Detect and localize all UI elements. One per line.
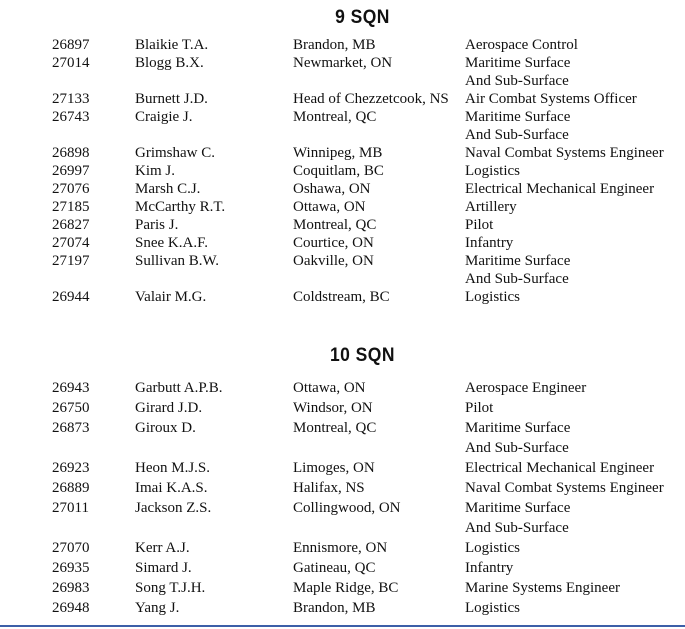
roster-row bbox=[0, 398, 685, 418]
roster-row bbox=[0, 252, 685, 288]
member-trade: Logistics bbox=[465, 540, 520, 556]
member-trade: Naval Combat Systems Engineer bbox=[465, 480, 664, 496]
member-name: Kerr A.J. bbox=[135, 540, 190, 556]
member-trade: Maritime Surface bbox=[465, 420, 571, 436]
member-hometown: Montreal, QC bbox=[293, 420, 377, 436]
member-name: Song T.J.H. bbox=[135, 580, 206, 596]
member-name: Craigie J. bbox=[135, 109, 193, 125]
roster-row bbox=[0, 458, 685, 478]
member-trade: Marine Systems Engineer bbox=[465, 580, 620, 596]
member-hometown: Coquitlam, BC bbox=[293, 163, 384, 179]
member-name: Blaikie T.A. bbox=[135, 37, 209, 53]
member-name: Simard J. bbox=[135, 560, 192, 576]
member-id: 26948 bbox=[52, 600, 90, 616]
member-id: 27133 bbox=[52, 91, 90, 107]
member-id: 27011 bbox=[52, 500, 89, 516]
roster-row bbox=[0, 54, 685, 90]
roster-row bbox=[0, 216, 685, 234]
member-trade: Naval Combat Systems Engineer bbox=[465, 145, 664, 161]
bottom-divider bbox=[0, 625, 685, 627]
roster-row bbox=[0, 378, 685, 398]
member-hometown: Ottawa, ON bbox=[293, 380, 366, 396]
member-trade: Aerospace Engineer bbox=[465, 380, 587, 396]
member-trade: Air Combat Systems Officer bbox=[465, 91, 637, 107]
member-name: Burnett J.D. bbox=[135, 91, 208, 107]
roster-list-9-sqn bbox=[0, 36, 685, 306]
member-name: Garbutt A.P.B. bbox=[135, 380, 223, 396]
member-hometown: Oakville, ON bbox=[293, 253, 374, 269]
member-id: 26935 bbox=[52, 560, 90, 576]
member-id: 27074 bbox=[52, 235, 90, 251]
member-id: 27070 bbox=[52, 540, 90, 556]
member-trade: Pilot bbox=[465, 400, 494, 416]
member-trade: And Sub-Surface bbox=[465, 440, 569, 456]
member-hometown: Maple Ridge, BC bbox=[293, 580, 399, 596]
member-name: Blogg B.X. bbox=[135, 55, 204, 71]
member-id: 27076 bbox=[52, 181, 90, 197]
member-trade: Electrical Mechanical Engineer bbox=[465, 460, 655, 476]
roster-row bbox=[0, 478, 685, 498]
member-id: 26983 bbox=[52, 580, 90, 596]
member-hometown: Windsor, ON bbox=[293, 400, 373, 416]
roster-list-10-sqn bbox=[0, 378, 685, 618]
roster-row bbox=[0, 234, 685, 252]
member-name: Marsh C.J. bbox=[135, 181, 201, 197]
member-trade: And Sub-Surface bbox=[465, 127, 569, 143]
member-trade: Logistics bbox=[465, 163, 520, 179]
member-trade: Electrical Mechanical Engineer bbox=[465, 181, 655, 197]
roster-row bbox=[0, 418, 685, 458]
member-id: 26889 bbox=[52, 480, 90, 496]
member-trade: And Sub-Surface bbox=[465, 271, 569, 287]
roster-row bbox=[0, 144, 685, 162]
member-hometown: Montreal, QC bbox=[293, 217, 377, 233]
member-hometown: Coldstream, BC bbox=[293, 289, 390, 305]
member-name: Imai K.A.S. bbox=[135, 480, 208, 496]
member-id: 26943 bbox=[52, 380, 90, 396]
member-id: 26743 bbox=[52, 109, 90, 125]
member-hometown: Brandon, MB bbox=[293, 37, 376, 53]
member-hometown: Head of Chezzetcook, NS bbox=[293, 91, 449, 107]
roster-row bbox=[0, 538, 685, 558]
member-trade: Logistics bbox=[465, 600, 520, 616]
member-trade: And Sub-Surface bbox=[465, 73, 569, 89]
member-trade: Infantry bbox=[465, 235, 514, 251]
member-id: 27197 bbox=[52, 253, 90, 269]
member-name: Heon M.J.S. bbox=[135, 460, 211, 476]
roster-row bbox=[0, 198, 685, 216]
member-hometown: Montreal, QC bbox=[293, 109, 377, 125]
member-hometown: Brandon, MB bbox=[293, 600, 376, 616]
member-id: 27014 bbox=[52, 55, 90, 71]
roster-row bbox=[0, 36, 685, 54]
member-hometown: Oshawa, ON bbox=[293, 181, 371, 197]
member-hometown: Ennismore, ON bbox=[293, 540, 388, 556]
member-name: Paris J. bbox=[135, 217, 179, 233]
member-id: 26897 bbox=[52, 37, 90, 53]
member-name: Jackson Z.S. bbox=[135, 500, 212, 516]
member-id: 26997 bbox=[52, 163, 90, 179]
roster-row bbox=[0, 162, 685, 180]
roster-row bbox=[0, 108, 685, 144]
roster-row bbox=[0, 180, 685, 198]
member-id: 26873 bbox=[52, 420, 90, 436]
member-hometown: Limoges, ON bbox=[293, 460, 375, 476]
member-name: Valair M.G. bbox=[135, 289, 207, 305]
member-id: 27185 bbox=[52, 199, 90, 215]
section-title-9-sqn: 9 SQN bbox=[335, 7, 390, 28]
member-name: McCarthy R.T. bbox=[135, 199, 226, 215]
member-name: Giroux D. bbox=[135, 420, 196, 436]
member-hometown: Halifax, NS bbox=[293, 480, 365, 496]
member-hometown: Ottawa, ON bbox=[293, 199, 366, 215]
roster-row bbox=[0, 90, 685, 108]
member-hometown: Winnipeg, MB bbox=[293, 145, 383, 161]
member-trade: Maritime Surface bbox=[465, 55, 571, 71]
member-name: Snee K.A.F. bbox=[135, 235, 208, 251]
roster-row bbox=[0, 598, 685, 618]
member-trade: Maritime Surface bbox=[465, 109, 571, 125]
roster-row bbox=[0, 558, 685, 578]
roster-row bbox=[0, 498, 685, 538]
member-name: Kim J. bbox=[135, 163, 176, 179]
member-id: 26898 bbox=[52, 145, 90, 161]
member-trade: Artillery bbox=[465, 199, 517, 215]
member-trade: Maritime Surface bbox=[465, 253, 571, 269]
member-hometown: Courtice, ON bbox=[293, 235, 374, 251]
member-hometown: Gatineau, QC bbox=[293, 560, 376, 576]
member-id: 26944 bbox=[52, 289, 90, 305]
member-id: 26750 bbox=[52, 400, 90, 416]
roster-row bbox=[0, 288, 685, 306]
member-trade: Maritime Surface bbox=[465, 500, 571, 516]
member-id: 26827 bbox=[52, 217, 90, 233]
member-name: Yang J. bbox=[135, 600, 180, 616]
member-name: Sullivan B.W. bbox=[135, 253, 220, 269]
member-name: Grimshaw C. bbox=[135, 145, 215, 161]
member-trade: Infantry bbox=[465, 560, 514, 576]
member-id: 26923 bbox=[52, 460, 90, 476]
section-title-10-sqn: 10 SQN bbox=[329, 345, 395, 366]
member-hometown: Newmarket, ON bbox=[293, 55, 393, 71]
member-name: Girard J.D. bbox=[135, 400, 203, 416]
member-trade: Pilot bbox=[465, 217, 494, 233]
member-trade: Aerospace Control bbox=[465, 37, 578, 53]
member-hometown: Collingwood, ON bbox=[293, 500, 401, 516]
roster-row bbox=[0, 578, 685, 598]
member-trade: And Sub-Surface bbox=[465, 520, 569, 536]
member-trade: Logistics bbox=[465, 289, 520, 305]
